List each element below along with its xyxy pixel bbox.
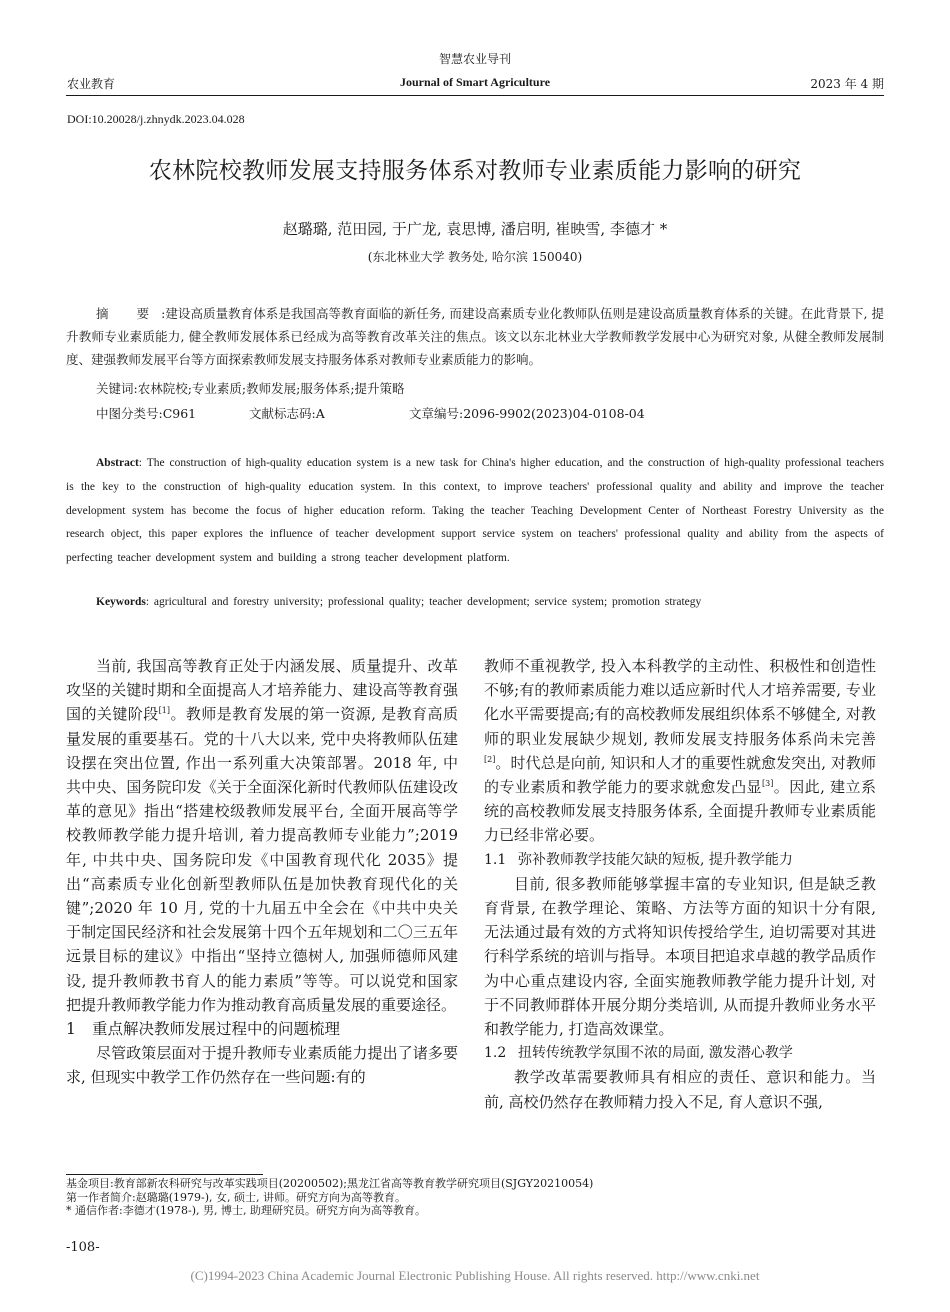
copyright-watermark: (C)1994-2023 China Academic Journal Electronic Publishing House. All rights reserved. http://www.cnki.net bbox=[190, 1268, 760, 1283]
keywords-en-text: : agricultural and forestry university; professional quality; teacher development; service system; promotion strategy bbox=[145, 596, 702, 608]
paper-title: 农林院校教师发展支持服务体系对教师专业素质能力影响的研究 bbox=[148, 158, 802, 184]
journal-name-cn: 智慧农业导刊 bbox=[438, 52, 511, 66]
abstract-en-label: Abstract bbox=[96, 457, 139, 469]
footnote-rule bbox=[66, 1174, 263, 1175]
paragraph: 尽管政策层面对于提升教师专业素质能力提出了诸多要求, 但现实中教学工作仍然存在一些问题:有的 bbox=[66, 1044, 458, 1087]
abstract-cn-label: 摘 要 bbox=[96, 306, 162, 321]
footnote-fund: 基金项目:教育部新农科研究与改革实践项目(20200502);黑龙江省高等教育教学研究项目(SJGY20210054) bbox=[66, 1177, 594, 1190]
classification-line bbox=[96, 402, 884, 425]
journal-name-en: Journal of Smart Agriculture bbox=[399, 75, 551, 89]
keywords-en bbox=[96, 596, 884, 608]
section-heading-1: 1 重点解决教师发展过程中的问题梳理 bbox=[66, 1020, 341, 1039]
section-label: 农业教育 bbox=[67, 77, 116, 91]
doi: DOI:10.20028/j.zhnydk.2023.04.028 bbox=[67, 112, 245, 126]
article-number: 文章编号:2096-9902(2023)04-0108-04 bbox=[409, 406, 645, 421]
issue-label: 2023 年 4 期 bbox=[810, 77, 884, 91]
footnote-first-author: 第一作者简介:赵璐璐(1979-), 女, 硕士, 讲师。研究方向为高等教育。 bbox=[66, 1190, 406, 1204]
citation-ref: [2] bbox=[484, 754, 496, 764]
paragraph: 教师不重视教学, 投入本科教学的主动性、积极性和创造性不够;有的教师素质能力难以适应新时代人才培养需要, 专业化水平需要提高;有的高校教师发展组织体系不够健全, 对教师的职业发展缺少规划, 教师发展支持服务体系尚未完善[2]。时代总是向前, 知识和人才的重要性就愈发突出, 对教师的专业素质和教学能力的要求就愈发凸显[3]。因此, 建立系统的高校教师发展支持服务体系, 全面提升教师专业素质能力已经非常必要。 bbox=[484, 657, 876, 845]
keywords-cn: 关键词:农林院校;专业素质;教师发展;服务体系;提升策略 bbox=[96, 381, 405, 396]
footnote-corresponding-author: * 通信作者:李德才(1978-), 男, 博士, 助理研究员。研究方向为高等教育。 bbox=[66, 1204, 426, 1217]
paragraph: 当前, 我国高等教育正处于内涵发展、质量提升、改革攻坚的关键时期和全面提高人才培养能力、建设高等教育强国的关键阶段[1]。教师是教育发展的第一资源, 是教育高质量发展的重要基石。党的十八大以来, 党中央将教师队伍建设摆在突出位置, 作出一系列重大决策部署。2018 年, 中共中央、国务院印发《关于全面深化新时代教师队伍建设改革的意见》指出“搭建校级教师发展平台, 全面开展高等学校教师教学能力提升培训, 着力提高教师专业能力”;2019 年, 中共中央、国务院印发《中国教育现代化 2035》提出“高素质专业化创新型教师队伍是加快教育现代化的关键”;2020 年 10 月, 党的十九届五中全会在《中共中央关于制定国民经济和社会发展第十四个五年规划和二〇三五年远景目标的建议》中指出“坚持立德树人, 加强师德师风建设, 提升教师教书育人的能力素质”等等。可以说党和国家把提升教师教学能力作为推动教育高质量发展的重要途径。 bbox=[66, 657, 458, 1014]
abstract-en bbox=[66, 452, 884, 571]
section-heading-1-2: 1.2 扭转传统教学氛围不浓的局面, 激发潜心教学 bbox=[484, 1045, 793, 1062]
citation-ref: [3] bbox=[762, 779, 774, 789]
section-heading-1-1: 1.1 弥补教师教学技能欠缺的短板, 提升教学能力 bbox=[484, 851, 793, 868]
paragraph: 目前, 很多教师能够掌握丰富的专业知识, 但是缺乏教育背景, 在教学理论、策略、方法等方面的知识十分有限, 无法通过最有效的方式将知识传授给学生, 迫切需要对其进行科学系统的培训与指导。本项目把追求卓越的教学品质作为中心重点建设内容, 全面实施教师教学能力提升计划, 对于不同教师群体开展分期分类培训, 从而提升教师业务水平和教学能力, 打造高效课堂。 bbox=[484, 874, 876, 1039]
authors: 赵璐璐, 范田园, 于广龙, 袁思博, 潘启明, 崔映雪, 李德才 * bbox=[282, 220, 668, 238]
footnotes bbox=[66, 1177, 884, 1218]
abstract-en-text: : The construction of high-quality education system is a new task for China's higher education, and the construction of high-quality professional teachers is the key to the construction of high-quality education system. In this context, to improve teachers' professional quality and ability and improve the teacher development system has become the focus of higher education reform. Taking the teacher Teaching Development Center of Northeast Forestry University as the research object, this paper explores the influence of teacher development support service system on teachers' professional quality and ability from the aspects of perfecting teacher development system and building a strong teacher development platform. bbox=[66, 457, 884, 565]
paragraph: 教学改革需要教师具有相应的责任、意识和能力。当前, 高校仍然存在教师精力投入不足, 育人意识不强, bbox=[484, 1068, 876, 1111]
page-number: -108- bbox=[66, 1240, 100, 1255]
keywords-en-label: Keywords bbox=[96, 596, 146, 608]
body-column-left bbox=[66, 654, 458, 1090]
body-column-right bbox=[484, 654, 876, 1114]
document-code: 文献标志码:A bbox=[249, 406, 325, 421]
citation-ref: [1] bbox=[158, 706, 171, 716]
abstract-cn bbox=[66, 302, 884, 371]
affiliation: (东北林业大学 教务处, 哈尔滨 150040) bbox=[367, 250, 583, 264]
abstract-cn-text: :建设高质量教育体系是我国高等教育面临的新任务, 而建设高素质专业化教师队伍则是建设高质量教育体系的关键。在此背景下, 提升教师专业素质能力, 健全教师发展体系已经成为高等教育改革关注的焦点。该文以东北林业大学教师教学发展中心为研究对象, 从健全教师发展制度、建强教师发展平台等方面探索教师发展支持服务体系对教师专业素质能力的影响。 bbox=[66, 306, 884, 367]
clc-number: 中图分类号:C961 bbox=[96, 406, 197, 421]
header-rule bbox=[66, 95, 884, 96]
